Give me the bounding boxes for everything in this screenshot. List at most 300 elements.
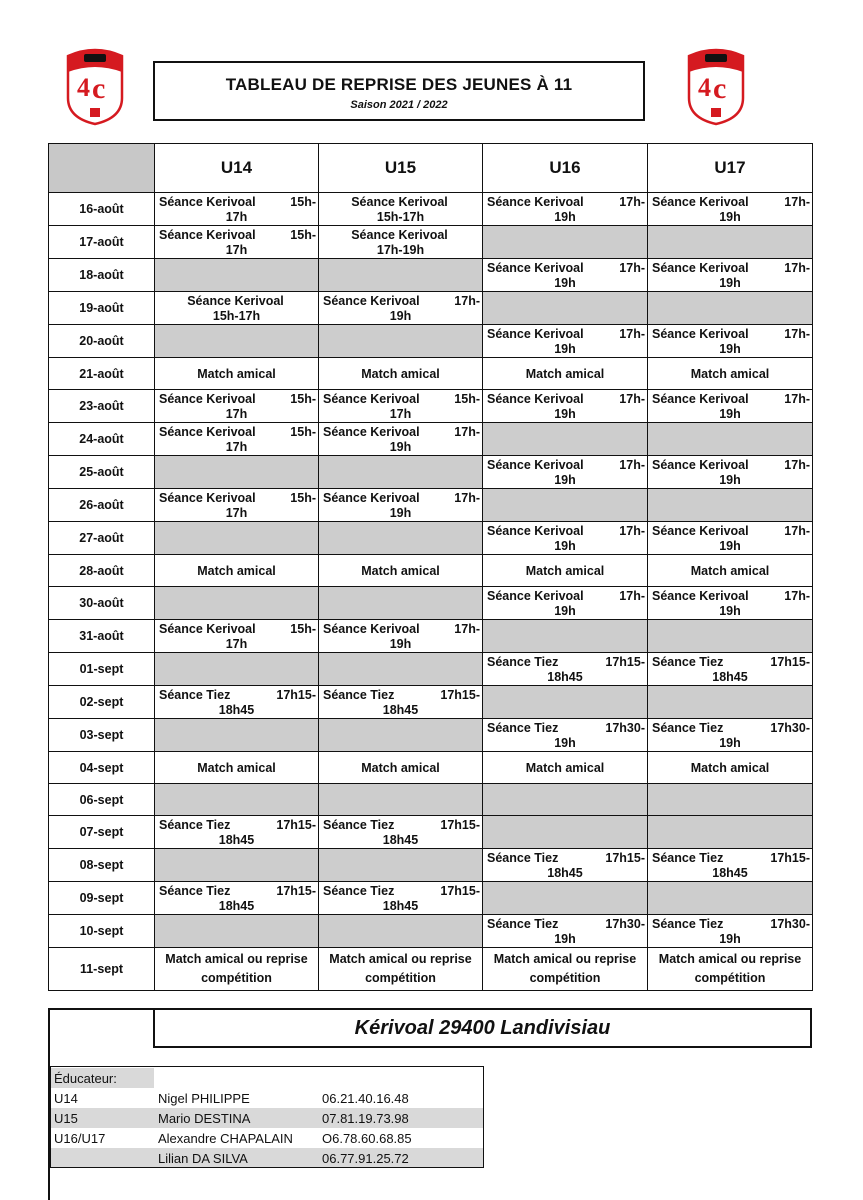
session-line-1 (648, 653, 812, 670)
session-line-1 (648, 259, 812, 276)
session-name: Séance Tiez (323, 818, 395, 832)
session-time: 15h-17h (212, 309, 261, 323)
schedule-row (49, 653, 813, 686)
session-start-time: 17h- (784, 524, 810, 538)
session-line-1 (155, 423, 318, 440)
session-start-time: 17h- (454, 622, 480, 636)
session-cell-u14 (155, 686, 319, 719)
session-time: 19h (719, 276, 741, 290)
session-time: 18h45 (712, 866, 748, 880)
session-name: Séance Kerivoal (323, 491, 420, 505)
date-cell: 07-sept (49, 816, 155, 849)
session-time: 18h45 (382, 833, 419, 847)
session-time: 18h45 (218, 703, 255, 717)
date-cell: 31-août (49, 620, 155, 653)
session-line-1 (648, 456, 812, 473)
session-line-1 (155, 489, 318, 506)
session-line-1 (648, 849, 812, 866)
session-time: 19h (554, 604, 576, 618)
session-name: Séance Tiez (652, 655, 724, 669)
schedule-row (49, 423, 813, 456)
empty-cell-u17 (648, 226, 813, 259)
session-name: Séance Kerivoal (487, 392, 584, 406)
session-name: Séance Tiez (159, 884, 231, 898)
session-cell-u15 (319, 226, 483, 259)
date-cell: 27-août (49, 522, 155, 555)
title-box (153, 61, 645, 121)
location-banner: Kérivoal 29400 Landivisiau (153, 1008, 812, 1048)
header-row (49, 144, 813, 193)
session-name: Séance Tiez (487, 655, 559, 669)
column-header-u16: U16 (483, 144, 648, 193)
session-cell-u17 (648, 653, 813, 686)
session-cell-u17 (648, 259, 813, 292)
session-cell-u14 (155, 620, 319, 653)
match-cell-u16 (483, 948, 648, 991)
session-start-time: 17h- (454, 425, 480, 439)
session-time: 19h (719, 407, 741, 421)
session-name: Séance Tiez (487, 721, 559, 735)
session-start-time: 17h15- (605, 655, 645, 669)
match-line-1: Match amical ou reprise (329, 952, 472, 966)
session-name: Séance Kerivoal (159, 622, 256, 636)
session-name: Séance Kerivoal (159, 228, 256, 242)
session-cell-u14 (155, 423, 319, 456)
session-start-time: 17h30- (770, 721, 810, 735)
session-line-1 (483, 849, 647, 866)
session-name: Séance Kerivoal (323, 622, 420, 636)
session-time: 19h (719, 539, 741, 553)
session-name: Séance Kerivoal (159, 195, 256, 209)
page-title: TABLEAU DE REPRISE DES JEUNES À 11 (225, 75, 573, 94)
session-name: Séance Tiez (487, 917, 559, 931)
session-cell-u16 (483, 522, 648, 555)
session-time: 19h (554, 539, 576, 553)
coach-name: Alexandre CHAPALAIN (154, 1128, 318, 1148)
session-name: Séance Kerivoal (652, 524, 749, 538)
session-time: 18h45 (218, 899, 255, 913)
empty-cell-u14 (155, 653, 319, 686)
schedule-row (49, 292, 813, 325)
coach-label: Éducateur: (50, 1068, 154, 1088)
empty-cell-u15 (319, 522, 483, 555)
column-header-u17: U17 (648, 144, 813, 193)
empty-cell-u17 (648, 784, 813, 816)
schedule-row (49, 816, 813, 849)
session-start-time: 17h15- (605, 851, 645, 865)
session-line-1 (319, 489, 482, 506)
session-name: Séance Kerivoal (652, 458, 749, 472)
session-start-time: 17h30- (770, 917, 810, 931)
session-line-1 (648, 325, 812, 342)
match-cell-u15: Match amical (319, 752, 483, 784)
session-name: Séance Kerivoal (159, 491, 256, 505)
empty-cell-u17 (648, 423, 813, 456)
session-name: Séance Tiez (652, 851, 724, 865)
svg-text:4: 4 (77, 73, 90, 102)
match-cell-u17: Match amical (648, 555, 813, 587)
session-time: 19h (389, 440, 412, 454)
session-name: Séance Tiez (159, 818, 231, 832)
coach-name: Lilian DA SILVA (154, 1148, 318, 1168)
session-line-1 (648, 719, 812, 736)
coach-name: Mario DESTINA (154, 1108, 318, 1128)
match-cell-u17 (648, 948, 813, 991)
empty-cell-u16 (483, 423, 648, 456)
session-start-time: 17h15- (276, 688, 316, 702)
schedule-row (49, 719, 813, 752)
session-line-1 (483, 915, 647, 932)
column-header-u14: U14 (155, 144, 319, 193)
session-cell-u15 (319, 423, 483, 456)
match-cell-u16: Match amical (483, 358, 648, 390)
date-cell: 11-sept (49, 948, 155, 991)
session-name: Séance Kerivoal (652, 195, 749, 209)
match-cell-u14: Match amical (155, 358, 319, 390)
coach-name: Nigel PHILIPPE (154, 1088, 318, 1108)
session-cell-u14 (155, 882, 319, 915)
session-name: Séance Kerivoal (652, 392, 749, 406)
schedule-body (49, 193, 813, 991)
schedule-row (49, 620, 813, 653)
session-time: 19h (554, 932, 576, 946)
column-header-u15: U15 (319, 144, 483, 193)
session-line-1 (648, 915, 812, 932)
match-line-1: Match amical ou reprise (165, 952, 308, 966)
session-name: Séance Kerivoal (652, 327, 749, 341)
session-name: Séance Kerivoal (487, 524, 584, 538)
session-cell-u17 (648, 849, 813, 882)
session-name: Séance Tiez (323, 884, 395, 898)
schedule-row (49, 456, 813, 489)
empty-cell-u17 (648, 620, 813, 653)
session-line-1 (319, 193, 482, 210)
session-start-time: 17h15- (770, 655, 810, 669)
empty-cell-u15 (319, 259, 483, 292)
match-cell-u15: Match amical (319, 555, 483, 587)
date-cell: 18-août (49, 259, 155, 292)
empty-cell-u14 (155, 522, 319, 555)
session-start-time: 15h- (290, 392, 316, 406)
session-start-time: 17h- (784, 261, 810, 275)
schedule-row (49, 686, 813, 719)
date-cell: 03-sept (49, 719, 155, 752)
session-cell-u15 (319, 292, 483, 325)
schedule-row (49, 784, 813, 816)
session-cell-u17 (648, 456, 813, 489)
session-name: Séance Kerivoal (187, 294, 284, 308)
session-cell-u16 (483, 915, 648, 948)
session-cell-u14 (155, 226, 319, 259)
session-line-1 (648, 193, 812, 210)
coach-phone: 06.77.91.25.72 (318, 1148, 484, 1168)
match-line-1: Match amical ou reprise (493, 952, 637, 966)
session-time: 17h (389, 407, 412, 421)
empty-cell-u16 (483, 292, 648, 325)
session-name: Séance Kerivoal (652, 589, 749, 603)
session-start-time: 15h- (290, 425, 316, 439)
empty-cell-u17 (648, 292, 813, 325)
svg-text:4: 4 (698, 73, 711, 102)
empty-cell-u16 (483, 686, 648, 719)
session-line-1 (483, 587, 647, 604)
date-cell: 24-août (49, 423, 155, 456)
session-time: 17h (225, 210, 248, 224)
session-cell-u14 (155, 816, 319, 849)
session-cell-u15 (319, 620, 483, 653)
session-start-time: 17h- (784, 195, 810, 209)
session-time: 17h (225, 637, 248, 651)
session-line-1 (155, 292, 318, 309)
session-start-time: 17h- (619, 589, 645, 603)
date-cell: 25-août (49, 456, 155, 489)
empty-cell-u14 (155, 259, 319, 292)
session-start-time: 17h- (454, 294, 480, 308)
schedule-row (49, 226, 813, 259)
session-start-time: 17h15- (770, 851, 810, 865)
empty-cell-u16 (483, 816, 648, 849)
date-cell: 16-août (49, 193, 155, 226)
coach-team (50, 1148, 154, 1168)
session-name: Séance Kerivoal (159, 425, 256, 439)
session-start-time: 17h- (784, 327, 810, 341)
coach-row (50, 1148, 484, 1168)
empty-cell-u17 (648, 686, 813, 719)
empty-cell-u16 (483, 620, 648, 653)
session-time: 19h (554, 473, 576, 487)
session-line-1 (155, 390, 318, 407)
session-line-1 (648, 587, 812, 604)
date-cell: 23-août (49, 390, 155, 423)
session-cell-u14 (155, 193, 319, 226)
session-start-time: 17h30- (605, 917, 645, 931)
session-time: 19h (719, 736, 741, 750)
session-cell-u17 (648, 193, 813, 226)
match-line-2: compétition (201, 971, 272, 985)
session-line-1 (155, 686, 318, 703)
session-line-1 (155, 193, 318, 210)
session-time: 19h (719, 342, 741, 356)
schedule-row (49, 752, 813, 784)
session-name: Séance Kerivoal (351, 195, 448, 209)
match-cell-u16: Match amical (483, 555, 648, 587)
session-line-1 (648, 522, 812, 539)
empty-cell-u16 (483, 489, 648, 522)
empty-cell-u14 (155, 784, 319, 816)
session-start-time: 15h- (454, 392, 480, 406)
session-time: 19h (389, 506, 412, 520)
session-name: Séance Kerivoal (351, 228, 448, 242)
session-time: 19h (719, 932, 741, 946)
date-cell: 20-août (49, 325, 155, 358)
session-name: Séance Kerivoal (487, 261, 584, 275)
session-cell-u16 (483, 390, 648, 423)
session-name: Séance Kerivoal (652, 261, 749, 275)
coach-table (50, 1068, 484, 1168)
schedule-row (49, 522, 813, 555)
session-line-1 (483, 193, 647, 210)
club-logo-right (683, 42, 749, 126)
empty-cell-u15 (319, 653, 483, 686)
schedule-row (49, 948, 813, 991)
session-line-1 (483, 390, 647, 407)
session-start-time: 17h15- (276, 884, 316, 898)
session-name: Séance Tiez (323, 688, 395, 702)
session-cell-u15 (319, 816, 483, 849)
session-start-time: 17h15- (440, 884, 480, 898)
session-cell-u17 (648, 325, 813, 358)
session-start-time: 17h15- (440, 818, 480, 832)
date-cell: 04-sept (49, 752, 155, 784)
session-line-1 (155, 882, 318, 899)
match-line-1: Match amical ou reprise (658, 952, 802, 966)
date-cell: 08-sept (49, 849, 155, 882)
schedule-row (49, 259, 813, 292)
session-start-time: 17h- (619, 327, 645, 341)
session-time: 19h (554, 276, 576, 290)
coach-team: U15 (50, 1108, 154, 1128)
empty-cell-u14 (155, 587, 319, 620)
session-name: Séance Tiez (652, 917, 724, 931)
empty-cell-u17 (648, 816, 813, 849)
date-cell: 19-août (49, 292, 155, 325)
session-cell-u15 (319, 193, 483, 226)
session-name: Séance Kerivoal (323, 392, 420, 406)
session-line-1 (319, 292, 482, 309)
match-cell-u16: Match amical (483, 752, 648, 784)
session-line-1 (319, 423, 482, 440)
empty-cell-u14 (155, 325, 319, 358)
coach-header-row (50, 1068, 484, 1088)
session-start-time: 17h- (619, 392, 645, 406)
session-line-1 (319, 686, 482, 703)
session-start-time: 17h- (784, 392, 810, 406)
empty-cell-u15 (319, 719, 483, 752)
session-time: 19h (719, 210, 741, 224)
session-line-1 (483, 259, 647, 276)
session-cell-u16 (483, 587, 648, 620)
session-start-time: 17h15- (440, 688, 480, 702)
session-cell-u17 (648, 915, 813, 948)
date-cell: 17-août (49, 226, 155, 259)
session-start-time: 15h- (290, 622, 316, 636)
session-time: 19h (554, 342, 576, 356)
match-cell-u17: Match amical (648, 358, 813, 390)
session-line-1 (319, 882, 482, 899)
session-cell-u15 (319, 390, 483, 423)
session-time: 19h (389, 637, 412, 651)
empty-cell-u14 (155, 849, 319, 882)
session-line-1 (319, 226, 482, 243)
session-cell-u16 (483, 259, 648, 292)
session-time: 17h (225, 407, 248, 421)
session-cell-u16 (483, 653, 648, 686)
schedule-row (49, 390, 813, 423)
session-line-1 (155, 816, 318, 833)
session-start-time: 15h- (290, 195, 316, 209)
match-cell-u14: Match amical (155, 555, 319, 587)
session-name: Séance Tiez (487, 851, 559, 865)
session-time: 17h (225, 243, 248, 257)
coach-row (50, 1088, 484, 1108)
empty-cell-u14 (155, 456, 319, 489)
session-line-1 (648, 390, 812, 407)
session-cell-u16 (483, 456, 648, 489)
schedule-row (49, 915, 813, 948)
coach-team: U16/U17 (50, 1128, 154, 1148)
session-time: 17h (225, 440, 248, 454)
session-cell-u17 (648, 522, 813, 555)
session-cell-u16 (483, 849, 648, 882)
session-cell-u17 (648, 587, 813, 620)
session-name: Séance Kerivoal (487, 195, 584, 209)
club-logo-left (62, 42, 128, 126)
session-line-1 (483, 456, 647, 473)
match-cell-u14 (155, 948, 319, 991)
coach-row (50, 1108, 484, 1128)
session-time: 19h (719, 473, 741, 487)
coach-row (50, 1128, 484, 1148)
schedule-table (48, 143, 813, 991)
session-name: Séance Kerivoal (487, 589, 584, 603)
session-name: Séance Tiez (652, 721, 724, 735)
session-start-time: 17h- (619, 261, 645, 275)
session-cell-u17 (648, 390, 813, 423)
empty-cell-u15 (319, 587, 483, 620)
session-name: Séance Tiez (159, 688, 231, 702)
match-cell-u17: Match amical (648, 752, 813, 784)
session-line-1 (319, 816, 482, 833)
empty-cell-u14 (155, 915, 319, 948)
match-cell-u14: Match amical (155, 752, 319, 784)
corner-cell (49, 144, 155, 193)
session-start-time: 15h- (290, 228, 316, 242)
session-time: 18h45 (547, 670, 583, 684)
empty-cell-u15 (319, 325, 483, 358)
session-line-1 (319, 620, 482, 637)
empty-cell-u16 (483, 784, 648, 816)
empty-cell-u16 (483, 226, 648, 259)
session-cell-u16 (483, 193, 648, 226)
empty-cell-u15 (319, 915, 483, 948)
session-time: 18h45 (382, 899, 419, 913)
session-line-1 (319, 390, 482, 407)
session-cell-u14 (155, 292, 319, 325)
empty-cell-u15 (319, 849, 483, 882)
session-start-time: 17h- (784, 458, 810, 472)
session-start-time: 17h- (619, 524, 645, 538)
match-line-2: compétition (365, 971, 436, 985)
coach-team: U14 (50, 1088, 154, 1108)
session-name: Séance Kerivoal (159, 392, 256, 406)
svg-text:c: c (713, 72, 727, 105)
schedule-row (49, 587, 813, 620)
session-start-time: 17h15- (276, 818, 316, 832)
session-name: Séance Kerivoal (323, 425, 420, 439)
date-cell: 21-août (49, 358, 155, 390)
session-start-time: 17h- (619, 195, 645, 209)
session-cell-u16 (483, 719, 648, 752)
session-name: Séance Kerivoal (323, 294, 420, 308)
session-line-1 (483, 653, 647, 670)
session-name: Séance Kerivoal (487, 458, 584, 472)
session-time: 19h (389, 309, 412, 323)
schedule-row (49, 325, 813, 358)
session-name: Séance Kerivoal (487, 327, 584, 341)
date-cell: 26-août (49, 489, 155, 522)
session-cell-u16 (483, 325, 648, 358)
session-line-1 (155, 620, 318, 637)
